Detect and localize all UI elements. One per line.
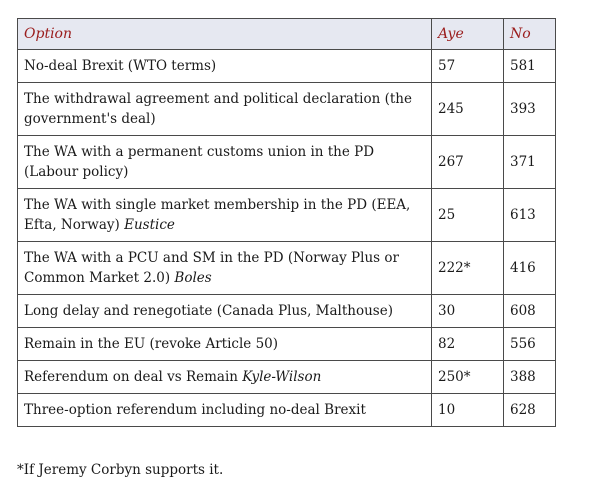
row-option <box>18 83 432 136</box>
option-text: The WA with a PCU and SM in the PD (Norway Plus or Common Market 2.0) <box>24 250 399 286</box>
table-row <box>18 242 556 295</box>
row-option <box>18 295 432 328</box>
row-option <box>18 189 432 242</box>
table-row <box>18 136 556 189</box>
row-aye: 245 <box>432 83 504 136</box>
row-aye: 30 <box>432 295 504 328</box>
row-option <box>18 328 432 361</box>
option-text: Long delay and renegotiate (Canada Plus, Malthouse) <box>24 303 393 319</box>
option-text: Referendum on deal vs Remain <box>24 369 243 385</box>
header-aye: Aye <box>432 19 504 50</box>
row-no: 388 <box>504 361 556 394</box>
row-no: 416 <box>504 242 556 295</box>
row-no: 581 <box>504 50 556 83</box>
row-no: 556 <box>504 328 556 361</box>
table-row <box>18 295 556 328</box>
table-row <box>18 361 556 394</box>
table-row <box>18 189 556 242</box>
option-text: No-deal Brexit (WTO terms) <box>24 58 217 74</box>
votes-table <box>17 18 556 427</box>
option-text: The WA with a permanent customs union in the PD (Labour policy) <box>24 144 375 180</box>
row-aye: 222* <box>432 242 504 295</box>
row-aye: 267 <box>432 136 504 189</box>
results-table-container <box>17 18 555 427</box>
table-row <box>18 328 556 361</box>
row-aye: 57 <box>432 50 504 83</box>
header-option: Option <box>18 19 432 50</box>
row-option <box>18 394 432 427</box>
option-sponsor: Boles <box>174 270 212 286</box>
row-no: 393 <box>504 83 556 136</box>
option-text: Three-option referendum including no-deal Brexit <box>24 402 366 418</box>
option-sponsor: Kyle-Wilson <box>242 369 322 385</box>
row-aye: 250* <box>432 361 504 394</box>
table-header-row <box>18 19 556 50</box>
row-aye: 25 <box>432 189 504 242</box>
table-row <box>18 50 556 83</box>
row-aye: 10 <box>432 394 504 427</box>
table-row <box>18 394 556 427</box>
row-no: 628 <box>504 394 556 427</box>
table-row <box>18 83 556 136</box>
row-no: 608 <box>504 295 556 328</box>
row-option <box>18 361 432 394</box>
row-option <box>18 136 432 189</box>
row-no: 613 <box>504 189 556 242</box>
row-option <box>18 242 432 295</box>
row-option <box>18 50 432 83</box>
footnote: *If Jeremy Corbyn supports it. <box>17 462 224 478</box>
option-text: Remain in the EU (revoke Article 50) <box>24 336 279 352</box>
option-sponsor: Eustice <box>124 217 175 233</box>
row-no: 371 <box>504 136 556 189</box>
option-text: The withdrawal agreement and political declaration (the government's deal) <box>24 91 412 127</box>
row-aye: 82 <box>432 328 504 361</box>
option-text: The WA with single market membership in the PD (EEA, Efta, Norway) <box>24 197 411 233</box>
header-no: No <box>504 19 556 50</box>
